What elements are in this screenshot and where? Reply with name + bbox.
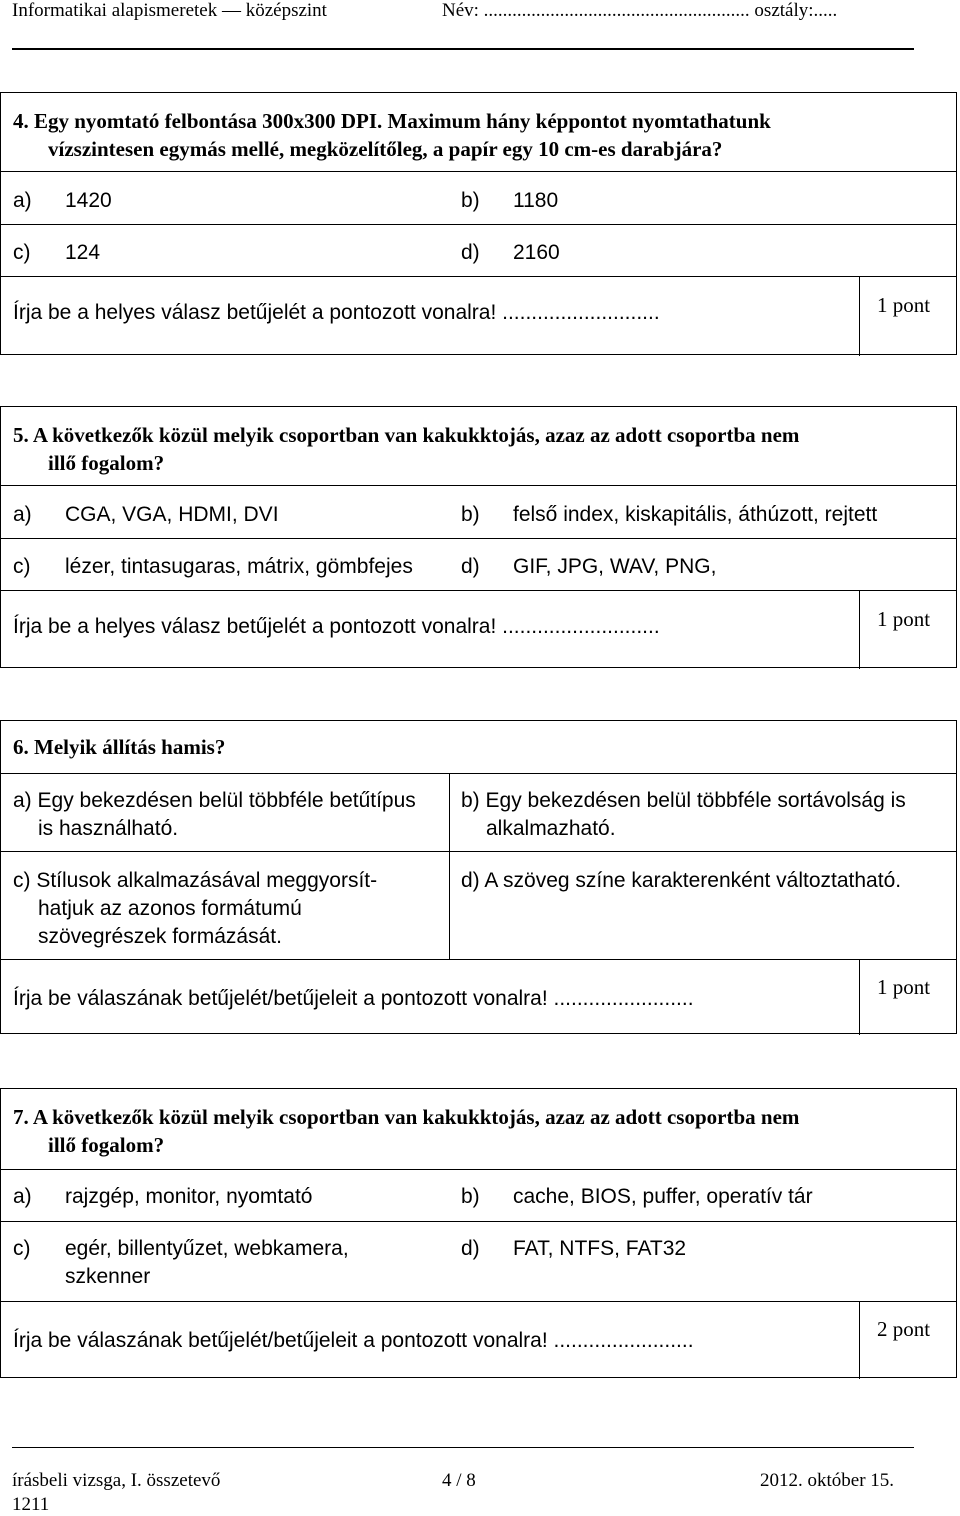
divider (859, 276, 860, 356)
divider (1, 590, 956, 591)
q6-option-c-line1: c) Stílusok alkalmazásával meggyorsít- (13, 869, 378, 892)
q6-option-b-line1: b) Egy bekezdésen belül többféle sortávolság is (461, 789, 906, 812)
q7-option-c-line2: szkenner (65, 1265, 151, 1288)
divider (1, 1221, 956, 1222)
q5-option-c: c) lézer, tintasugaras, mátrix, gömbfejes (13, 555, 413, 578)
divider (1, 171, 956, 172)
q7-instruction: Írja be válaszának betűjelét/betűjeleit a pontozott vonalra! ........................ (13, 1329, 694, 1352)
footer-exam-type: írásbeli vizsga, I. összetevő (12, 1470, 221, 1491)
footer-page-number: 4 / 8 (442, 1470, 476, 1491)
divider (1, 1169, 956, 1170)
q5-option-d: d) GIF, JPG, WAV, PNG, (461, 555, 717, 578)
divider (1, 773, 956, 774)
q4-option-b: b) 1180 (461, 189, 559, 212)
q6-instruction: Írja be válaszának betűjelét/betűjeleit a pontozott vonalra! ........................ (13, 987, 694, 1010)
q5-points: 1 pont (877, 607, 931, 631)
divider (449, 773, 450, 959)
question-7-title-line2: illő fogalom? (48, 1133, 165, 1157)
page-header (12, 0, 914, 50)
divider (859, 959, 860, 1035)
page-footer (12, 1447, 914, 1515)
q4-option-a: a) 1420 (13, 189, 112, 212)
q4-option-c: c) 124 (13, 241, 101, 264)
q5-option-a: a) CGA, VGA, HDMI, DVI (13, 503, 279, 526)
q4-option-d: d) 2160 (461, 241, 560, 264)
divider (1, 1301, 956, 1302)
divider (1, 538, 956, 539)
divider (1, 851, 956, 852)
q7-option-b: b) cache, BIOS, puffer, operatív tár (461, 1185, 813, 1208)
header-subject: Informatikai alapismeretek — középszint (12, 0, 327, 21)
divider (859, 1301, 860, 1379)
question-6 (0, 720, 957, 1034)
q5-option-b: b) felső index, kiskapitális, áthúzott, rejtett (461, 503, 878, 526)
footer-exam-code: 1211 (12, 1494, 50, 1515)
question-7 (0, 1088, 957, 1378)
divider (859, 590, 860, 669)
q7-option-a: a) rajzgép, monitor, nyomtató (13, 1185, 313, 1208)
header-name-class-field: Név: ........................................................ osztály:..... (442, 0, 838, 21)
question-7-title-line1: 7. A következők közül melyik csoportban van kakukktojás, azaz az adott csoportba nem (13, 1105, 800, 1129)
question-5-title-line1: 5. A következők közül melyik csoportban van kakukktojás, azaz az adott csoportba nem (13, 423, 800, 447)
q4-points: 1 pont (877, 293, 931, 317)
q6-option-a-line1: a) Egy bekezdésen belül többféle betűtípus (13, 789, 416, 812)
question-4-title-line1: 4. Egy nyomtató felbontása 300x300 DPI. Maximum hány képpontot nyomtathatunk (13, 109, 771, 133)
question-5 (0, 406, 957, 668)
question-5-title-line2: illő fogalom? (48, 451, 165, 475)
q4-instruction: Írja be a helyes válasz betűjelét a pontozott vonalra! ........................... (13, 301, 660, 324)
q6-option-c-line2: hatjuk az azonos formátumú (38, 897, 302, 920)
divider (1, 959, 956, 960)
q7-points: 2 pont (877, 1317, 931, 1341)
q6-option-b-line2: alkalmazható. (486, 817, 616, 840)
question-4 (0, 92, 957, 355)
q6-option-c-line3: szövegrészek formázását. (38, 925, 282, 948)
divider (1, 485, 956, 486)
divider (1, 276, 956, 277)
q5-instruction: Írja be a helyes válasz betűjelét a pontozott vonalra! ........................... (13, 615, 660, 638)
q6-option-a-line2: is használható. (38, 817, 179, 840)
q7-option-c: c) egér, billentyűzet, webkamera, (13, 1237, 349, 1260)
question-6-title: 6. Melyik állítás hamis? (13, 735, 226, 759)
q7-option-d: d) FAT, NTFS, FAT32 (461, 1237, 687, 1260)
q6-points: 1 pont (877, 975, 931, 999)
q6-option-d-line1: d) A szöveg színe karakterenként változtatható. (461, 869, 902, 892)
question-4-title-line2: vízszintesen egymás mellé, megközelítőleg, a papír egy 10 cm-es darabjára? (48, 137, 723, 161)
footer-date: 2012. október 15. (760, 1470, 895, 1491)
divider (1, 224, 956, 225)
